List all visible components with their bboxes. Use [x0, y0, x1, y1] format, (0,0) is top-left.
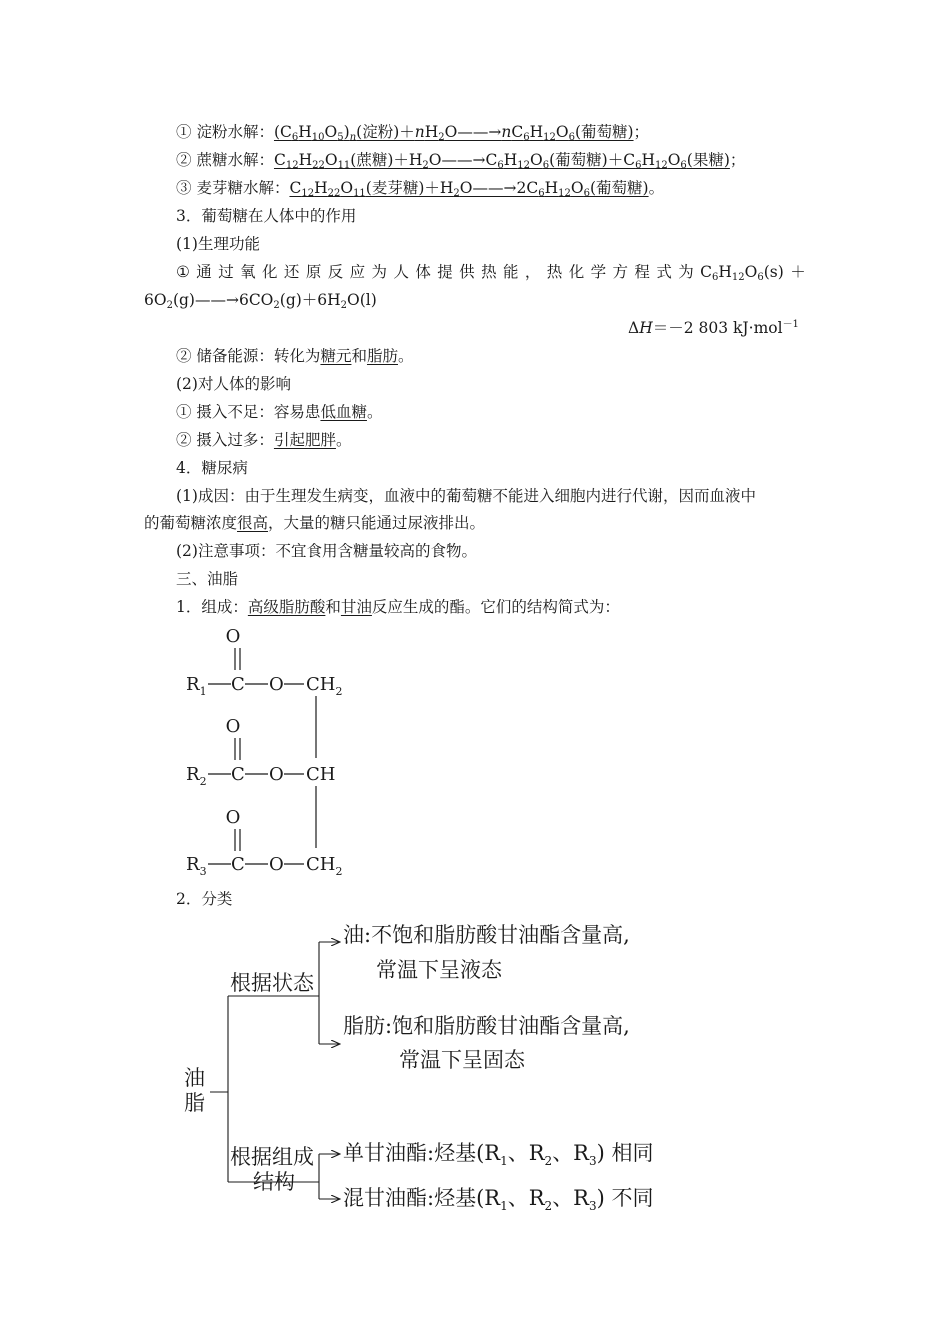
- glycerol-ch2-top: $CH_2$: [306, 674, 343, 698]
- tree-root-2: 脂: [184, 1091, 205, 1115]
- oil-description-2: 常温下呈液态: [376, 958, 502, 982]
- section-heading-glucose: 3．葡萄糖在人体中的作用: [176, 207, 357, 225]
- oil-description-1: 油:不饱和脂肪酸甘油酯含量高,: [343, 923, 630, 947]
- branch-by-composition-2: 结构: [253, 1170, 295, 1194]
- section-heading-fats: 三、油脂: [176, 570, 239, 588]
- carbonyl-oxygen-1: O: [225, 626, 241, 647]
- diabetes-cause-line-2: 的葡萄糖浓度很高，大量的糖只能通过尿液排出。: [144, 514, 486, 532]
- enthalpy-value: ΔH＝－2 803 kJ·mol$^{-1}$: [628, 319, 799, 337]
- storage-line: ② 储备能源：转化为糖元和脂肪。: [176, 347, 414, 365]
- glycerol-ch2-bottom: $CH_2$: [306, 854, 343, 878]
- energy-line: ① 通 过 氧 化 还 原 反 应 为 人 体 提 供 热 能 ， 热 化 学 方 程 式 为 $C_6H_{12}O_6(s)$ ＋: [176, 263, 806, 283]
- glycerol-ch: CH: [306, 764, 336, 785]
- maltose-equation: $C_{12}H_{22}O_{11}$(麦芽糖)$+H_2O——\to 2C_6H_{12}O_6$(葡萄糖): [289, 179, 649, 199]
- r1-group: $R_1$: [186, 674, 207, 698]
- tree-root-1: 油: [184, 1066, 205, 1090]
- carbon-1: C: [231, 674, 245, 695]
- mixed-glyceride: 混甘油酯:烃基($R_1$、$R_2$、$R_3$) 不同: [343, 1186, 654, 1213]
- energy-line-cont: $6O_2(g)——\to 6CO_2(g)+6H_2O(l)$: [144, 291, 377, 311]
- carbon-3: C: [231, 854, 245, 875]
- insufficient-line: ① 摄入不足：容易患低血糖。: [176, 403, 383, 421]
- simple-glyceride: 单甘油酯:烃基($R_1$、$R_2$、$R_3$) 相同: [343, 1141, 654, 1168]
- r3-group: $R_3$: [186, 854, 207, 878]
- branch-by-composition-1: 根据组成: [230, 1145, 314, 1169]
- fat-description-1: 脂肪:饱和脂肪酸甘油酯含量高,: [343, 1014, 630, 1038]
- carbon-2: C: [231, 764, 245, 785]
- starch-hydrolysis-line: ① 淀粉水解：$(C_6H_{10}O_5)_n$(淀粉)$+nH_2O——\to nC_6H_{12}O_6$(葡萄糖)；: [176, 123, 650, 143]
- carbonyl-oxygen-3: O: [225, 807, 241, 828]
- sucrose-hydrolysis-line: ② 蔗糖水解：$C_{12}H_{22}O_{11}$(蔗糖)$+H_2O——\to C_6H_{12}O_6$(葡萄糖)$+C_6H_{12}O_6$(果糖)；: [176, 151, 746, 171]
- ester-oxygen-1: O: [269, 674, 284, 695]
- diabetes-cause-line-1: (1)成因：由于生理发生病变，血液中的葡萄糖不能进入细胞内进行代谢，因而血液中: [176, 487, 756, 505]
- diabetes-note: (2)注意事项：不宜食用含糖量较高的食物。: [176, 542, 477, 560]
- triglyceride-structure: [180, 622, 380, 884]
- section-heading-diabetes: 4．糖尿病: [176, 459, 248, 477]
- starch-equation: $(C_6H_{10}O_5)_n$(淀粉)$+nH_2O——\to nC_6H_{12}O_6$(葡萄糖): [273, 123, 634, 143]
- maltose-hydrolysis-line: ③ 麦芽糖水解：$C_{12}H_{22}O_{11}$(麦芽糖)$+H_2O——\to 2C_6H_{12}O_6$(葡萄糖)。: [176, 179, 665, 199]
- ester-oxygen-2: O: [269, 764, 284, 785]
- classification-heading: 2．分类: [176, 890, 233, 908]
- fat-description-2: 常温下呈固态: [399, 1048, 525, 1072]
- r2-group: $R_2$: [186, 764, 207, 788]
- sucrose-equation: $C_{12}H_{22}O_{11}$(蔗糖)$+H_2O——\to C_6H_{12}O_6$(葡萄糖)$+C_6H_{12}O_6$(果糖): [273, 151, 730, 171]
- carbonyl-oxygen-2: O: [225, 716, 241, 737]
- branch-by-state: 根据状态: [230, 971, 314, 995]
- excess-line: ② 摄入过多：引起肥胖。: [176, 431, 352, 449]
- subheading-physiology: (1)生理功能: [176, 235, 260, 253]
- ester-oxygen-3: O: [269, 854, 284, 875]
- subheading-effect: (2)对人体的影响: [176, 375, 291, 393]
- fat-composition-line: 1．组成：高级脂肪酸和甘油反应生成的酯。它们的结构简式为：: [176, 598, 620, 616]
- fat-classification-tree: [180, 912, 680, 1222]
- glucose-formula: $C_6H_{12}O_6(s)$: [700, 263, 784, 283]
